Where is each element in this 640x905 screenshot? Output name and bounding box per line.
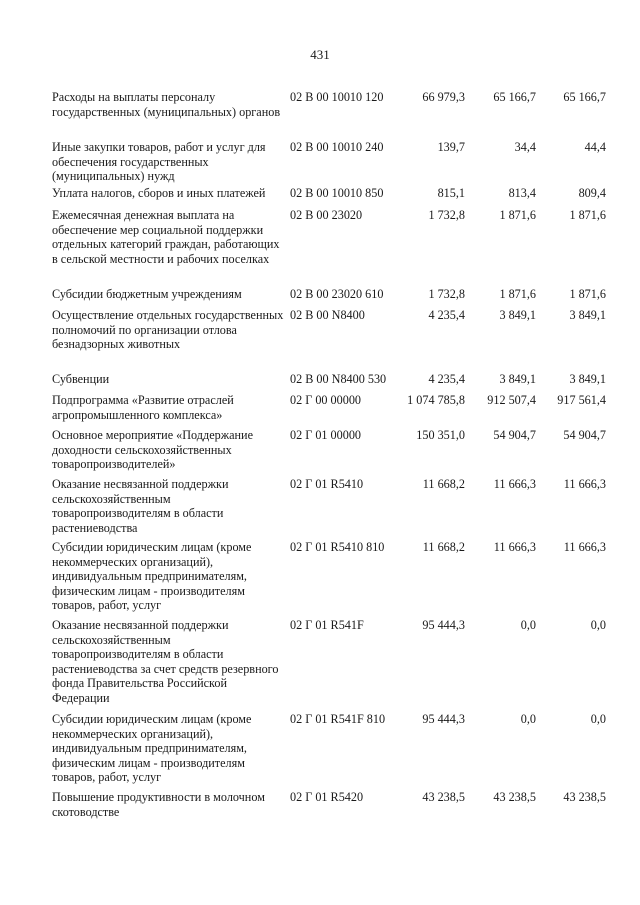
amount-col-1: 139,7 xyxy=(437,140,465,154)
amount-col-3: 809,4 xyxy=(578,186,606,200)
amount-col-3: 11 666,3 xyxy=(563,540,606,554)
amount-col-1: 1 074 785,8 xyxy=(407,393,465,407)
budget-code: 02 В 00 N8400 xyxy=(290,308,365,322)
amount-col-2: 3 849,1 xyxy=(499,372,536,386)
amount-col-2: 54 904,7 xyxy=(493,428,536,442)
amount-col-3: 3 849,1 xyxy=(569,308,606,322)
amount-col-2: 1 871,6 xyxy=(499,287,536,301)
amount-col-1: 4 235,4 xyxy=(428,372,465,386)
page-number: 431 xyxy=(310,47,330,62)
amount-col-3: 3 849,1 xyxy=(569,372,606,386)
amount-col-1: 1 732,8 xyxy=(428,287,465,301)
amount-col-2: 65 166,7 xyxy=(493,90,536,104)
expense-name: Расходы на выплаты персоналу государственных (муниципальных) органов xyxy=(52,90,281,119)
expense-name: Субсидии юридическим лицам (кроме некоммерческих организаций), индивидуальным предпринимателям, физическим лицам - производителям товаров, работ, услуг xyxy=(52,540,252,613)
amount-col-2: 11 666,3 xyxy=(493,540,536,554)
budget-code: 02 Г 01 R541F xyxy=(290,618,364,632)
amount-col-2: 43 238,5 xyxy=(493,790,536,804)
amount-col-2: 813,4 xyxy=(508,186,536,200)
amount-col-1: 95 444,3 xyxy=(422,618,465,632)
amount-col-2: 0,0 xyxy=(520,618,536,632)
amount-col-2: 0,0 xyxy=(520,712,536,726)
budget-code: 02 Г 00 00000 xyxy=(290,393,362,407)
amount-col-3: 11 666,3 xyxy=(563,477,606,491)
amount-col-1: 66 979,3 xyxy=(422,90,465,104)
expense-name: Субвенции xyxy=(52,372,110,386)
budget-code: 02 В 00 10010 120 xyxy=(290,90,384,104)
amount-col-1: 11 668,2 xyxy=(422,540,465,554)
expense-name: Иные закупки товаров, работ и услуг для обеспечения государственных (муниципальных) нужд xyxy=(52,140,266,184)
amount-col-3: 65 166,7 xyxy=(563,90,606,104)
budget-code: 02 В 00 10010 850 xyxy=(290,186,384,200)
amount-col-1: 11 668,2 xyxy=(422,477,465,491)
budget-code: 02 Г 01 R5420 xyxy=(290,790,364,804)
amount-col-1: 43 238,5 xyxy=(422,790,465,804)
amount-col-2: 912 507,4 xyxy=(487,393,536,407)
amount-col-2: 34,4 xyxy=(514,140,536,154)
amount-col-1: 150 351,0 xyxy=(416,428,465,442)
expense-name: Повышение продуктивности в молочном скотоводстве xyxy=(52,790,265,819)
expense-name: Субсидии бюджетным учреждениям xyxy=(52,287,242,301)
amount-col-3: 54 904,7 xyxy=(563,428,606,442)
expense-name: Уплата налогов, сборов и иных платежей xyxy=(52,186,266,200)
amount-col-1: 95 444,3 xyxy=(422,712,465,726)
amount-col-3: 1 871,6 xyxy=(569,208,606,222)
budget-code: 02 В 00 23020 xyxy=(290,208,363,222)
budget-code: 02 В 00 10010 240 xyxy=(290,140,384,154)
expense-name: Подпрограмма «Развитие отраслей агропромышленного комплекса» xyxy=(52,393,234,422)
budget-code: 02 Г 01 00000 xyxy=(290,428,362,442)
expense-name: Осуществление отдельных государственных полномочий по организации отлова безнадзорных животных xyxy=(52,308,284,352)
expense-name: Основное мероприятие «Поддержание доходности сельскохозяйственных товаропроизводителей» xyxy=(52,428,253,472)
budget-code: 02 Г 01 R5410 xyxy=(290,477,364,491)
budget-code: 02 В 00 23020 610 xyxy=(290,287,384,301)
amount-col-3: 44,4 xyxy=(584,140,606,154)
budget-code: 02 Г 01 R541F 810 xyxy=(290,712,386,726)
amount-col-2: 11 666,3 xyxy=(493,477,536,491)
amount-col-2: 1 871,6 xyxy=(499,208,536,222)
expense-name: Оказание несвязанной поддержки сельскохозяйственным товаропроизводителям в области растениеводства за счет средств резервного фонда Правительства Российской Федерации xyxy=(52,618,279,705)
amount-col-1: 815,1 xyxy=(437,186,465,200)
budget-code: 02 В 00 N8400 530 xyxy=(290,372,387,386)
amount-col-1: 4 235,4 xyxy=(428,308,465,322)
amount-col-3: 43 238,5 xyxy=(563,790,606,804)
amount-col-3: 1 871,6 xyxy=(569,287,606,301)
budget-code: 02 Г 01 R5410 810 xyxy=(290,540,385,554)
expense-name: Оказание несвязанной поддержки сельскохозяйственным товаропроизводителям в области растениеводства xyxy=(52,477,229,535)
amount-col-3: 917 561,4 xyxy=(557,393,606,407)
amount-col-3: 0,0 xyxy=(590,712,606,726)
expense-name: Субсидии юридическим лицам (кроме некоммерческих организаций), индивидуальным предпринимателям, физическим лицам - производителям товаров, работ, услуг xyxy=(52,712,252,785)
amount-col-3: 0,0 xyxy=(590,618,606,632)
amount-col-1: 1 732,8 xyxy=(428,208,465,222)
amount-col-2: 3 849,1 xyxy=(499,308,536,322)
expense-name: Ежемесячная денежная выплата на обеспечение мер социальной поддержки отдельных категорий граждан, работающих в сельской местности и рабочих поселках xyxy=(52,208,280,266)
